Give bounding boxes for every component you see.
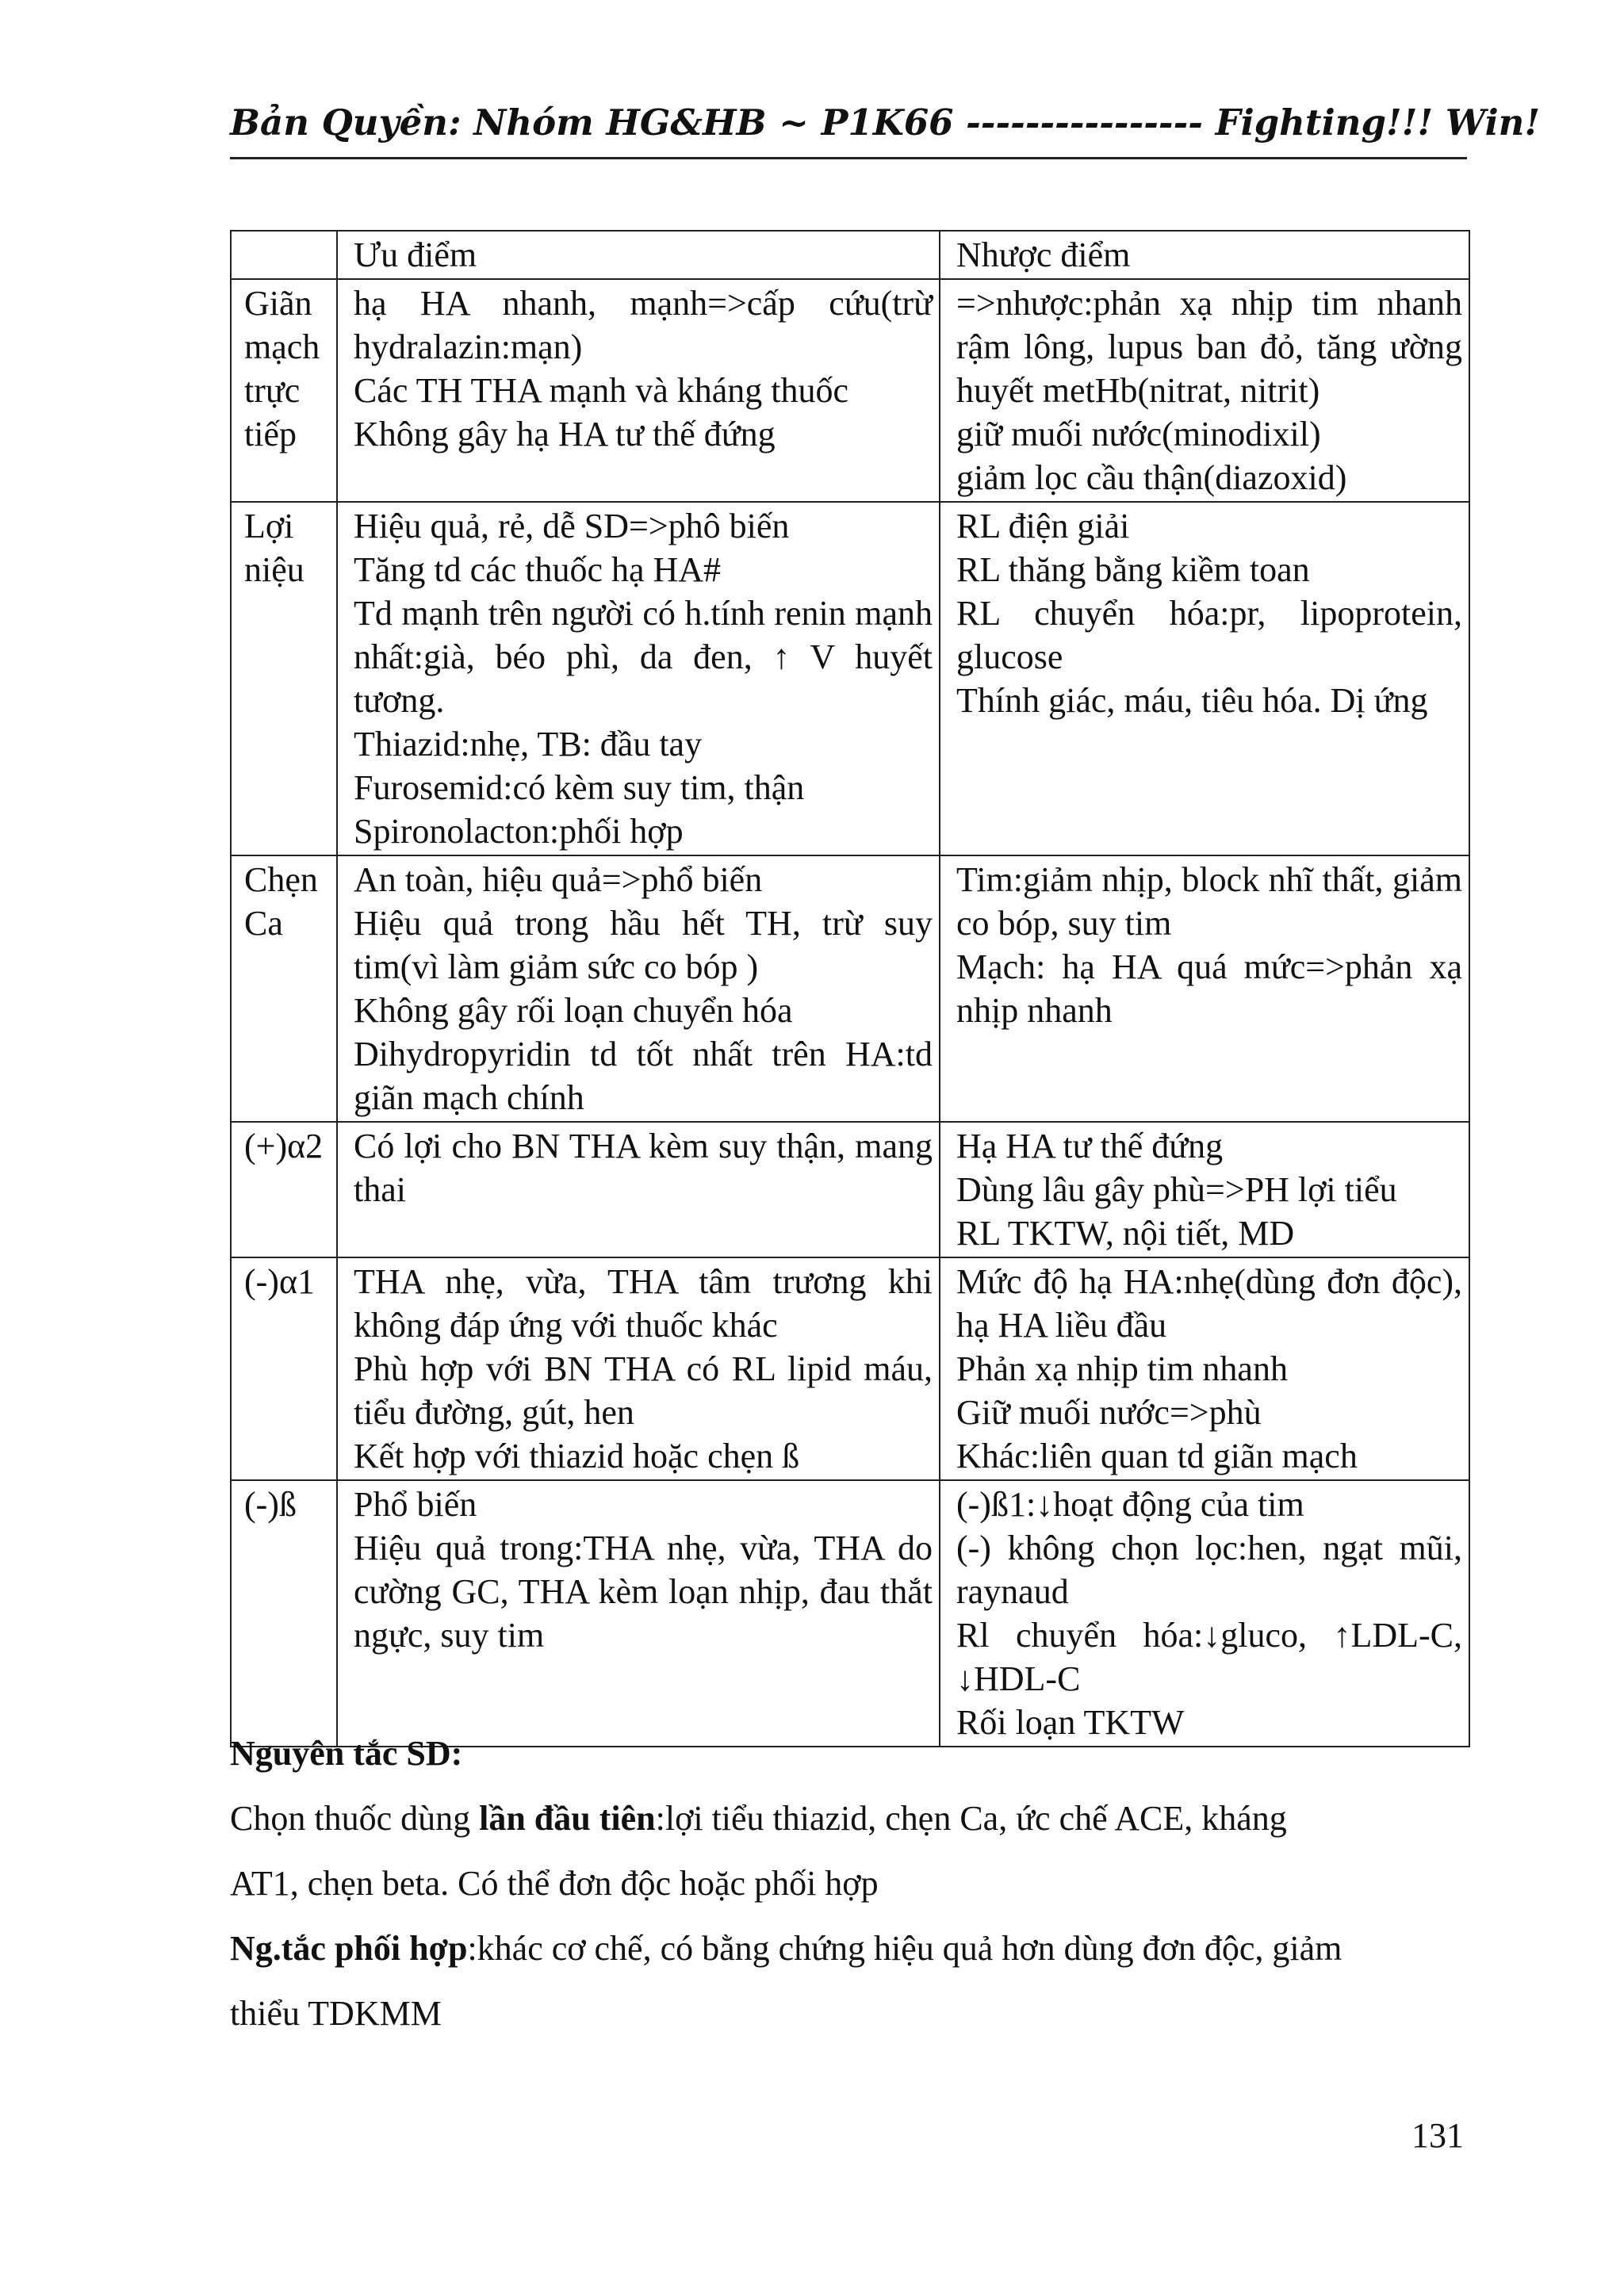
page-number: 131: [1411, 2116, 1464, 2155]
cell-line: Mạch: hạ HA quá mức=>phản xạ nhịp nhanh: [956, 947, 1462, 1030]
row-pros-cell: [337, 1122, 940, 1257]
row-pros-cell: [337, 279, 940, 502]
row-cons-cell: [940, 855, 1469, 1122]
cell-line: (+)α2: [244, 1127, 324, 1165]
table-row: [231, 279, 1469, 502]
row-group-cell: [231, 855, 337, 1122]
cell-line: trực: [244, 371, 301, 410]
cell-line: =>nhược:phản xạ nhịp tim nhanh rậm lông, lupus ban đỏ, tăng ường huyết metHb(nitrat, nitrit): [956, 284, 1462, 410]
emphasis-combination-principle: Ng.tắc phối hợp: [230, 1929, 468, 1968]
cell-line: Thiazid:nhẹ, TB: đầu tay: [354, 725, 703, 763]
cell-line: niệu: [244, 550, 304, 589]
cell-line: Thính giác, máu, tiêu hóa. Dị ứng: [956, 681, 1428, 720]
cell-line: Mức độ hạ HA:nhẹ(dùng đơn độc), hạ HA liều đầu: [956, 1262, 1462, 1345]
header-rule: [230, 157, 1467, 159]
section-heading: Nguyên tắc SD:: [230, 1734, 463, 1773]
cell-line: Phản xạ nhịp tim nhanh: [956, 1349, 1288, 1388]
cell-line: Td mạnh trên người có h.tính renin mạnh nhất:già, béo phì, da đen, ↑ V huyết tương.: [354, 594, 933, 720]
row-pros-cell: [337, 1257, 940, 1480]
table-header-row: [231, 231, 1469, 279]
cell-line: Hạ HA tư thế đứng: [956, 1127, 1224, 1165]
cell-line: Dùng lâu gây phù=>PH lợi tiểu: [956, 1170, 1397, 1209]
cell-line: Phù hợp với BN THA có RL lipid máu, tiểu đường, gút, hen: [354, 1349, 933, 1432]
cell-line: Có lợi cho BN THA kèm suy thận, mang thai: [354, 1127, 933, 1209]
cell-line: Hiệu quả, rẻ, dễ SD=>phô biến: [354, 507, 790, 545]
cell-line: tiếp: [244, 415, 297, 453]
paragraph-1-line-1: Chọn thuốc dùng lần đầu tiên:lợi tiểu thiazid, chẹn Ca, ức chế ACE, kháng: [230, 1799, 1287, 1838]
cell-line: Kết hợp với thiazid hoặc chẹn ß: [354, 1437, 800, 1475]
cell-line: Chẹn: [244, 860, 318, 899]
cell-line: Tim:giảm nhịp, block nhĩ thất, giảm co bóp, suy tim: [956, 860, 1462, 943]
cell-line: (-)α1: [244, 1262, 316, 1301]
paragraph-2-line-2: thiểu TDKMM: [230, 1994, 442, 2033]
cell-line: RL chuyển hóa:pr, lipoprotein, glucose: [956, 594, 1462, 676]
row-group-cell: [231, 1257, 337, 1480]
paragraph-1-line-2: AT1, chẹn beta. Có thể đơn độc hoặc phối hợp: [230, 1864, 879, 1903]
cell-line: Tăng td các thuốc hạ HA#: [354, 550, 722, 589]
header-cell-group: [231, 231, 337, 279]
cell-line: Các TH THA mạnh và kháng thuốc: [354, 371, 849, 410]
row-pros-cell: [337, 502, 940, 855]
cell-line: Ca: [244, 904, 283, 943]
paragraph-2-line-1: Ng.tắc phối hợp:khác cơ chế, có bằng chứng hiệu quả hơn dùng đơn độc, giảm: [230, 1929, 1342, 1968]
cell-line: (-)ß1:↓hoạt động của tim: [956, 1485, 1304, 1524]
row-cons-cell: [940, 279, 1469, 502]
header-cell-cons: Nhược điểm: [940, 231, 1469, 279]
cell-line: Rl chuyển hóa:↓gluco, ↑LDL-C, ↓HDL-C: [956, 1616, 1462, 1698]
row-group-cell: [231, 1122, 337, 1257]
table-row: [231, 1480, 1469, 1747]
row-pros-cell: [337, 1480, 940, 1747]
cell-line: RL TKTW, nội tiết, MD: [956, 1214, 1295, 1253]
cell-line: Giãn: [244, 284, 312, 323]
cell-line: RL điện giải: [956, 507, 1130, 545]
table-row: [231, 502, 1469, 855]
cell-line: Phổ biến: [354, 1485, 477, 1524]
row-cons-cell: [940, 1257, 1469, 1480]
cell-line: Không gây hạ HA tư thế đứng: [354, 415, 776, 453]
cell-line: THA nhẹ, vừa, THA tâm trương khi không đáp ứng với thuốc khác: [354, 1262, 933, 1345]
cell-line: (-)ß: [244, 1485, 297, 1524]
cell-line: mạch: [244, 327, 320, 366]
cell-line: Hiệu quả trong hầu hết TH, trừ suy tim(vì làm giảm sức co bóp ): [354, 904, 933, 986]
table-row: [231, 855, 1469, 1122]
cell-line: Khác:liên quan td giãn mạch: [956, 1437, 1358, 1475]
cell-line: giữ muối nước(minodixil): [956, 415, 1321, 453]
cell-line: Giữ muối nước=>phù: [956, 1393, 1262, 1432]
cell-line: Lợi: [244, 507, 294, 545]
row-group-cell: [231, 279, 337, 502]
table-row: [231, 1257, 1469, 1480]
row-group-cell: [231, 1480, 337, 1747]
table-row: [231, 1122, 1469, 1257]
header-cell-pros: Ưu điểm: [337, 231, 940, 279]
cell-line: Spironolacton:phối hợp: [354, 812, 684, 851]
emphasis-first-time: lần đầu tiên: [479, 1799, 656, 1838]
cell-line: Không gây rối loạn chuyển hóa: [354, 991, 793, 1030]
cell-line: Furosemid:có kèm suy tim, thận: [354, 768, 805, 807]
cell-line: RL thăng bằng kiềm toan: [956, 550, 1310, 589]
row-group-cell: [231, 502, 337, 855]
cell-line: Hiệu quả trong:THA nhẹ, vừa, THA do cường GC, THA kèm loạn nhịp, đau thắt ngực, suy tim: [354, 1529, 933, 1655]
cell-line: (-) không chọn lọc:hen, ngạt mũi, raynaud: [956, 1529, 1462, 1611]
page-header: Bản Quyền: Nhóm HG&HB ~ P1K66 ---------------- Fighting!!! Win!: [230, 101, 1541, 144]
cell-line: giảm lọc cầu thận(diazoxid): [956, 458, 1347, 497]
row-pros-cell: [337, 855, 940, 1122]
cell-line: Dihydropyridin td tốt nhất trên HA:td giãn mạch chính: [354, 1035, 933, 1117]
row-cons-cell: [940, 1480, 1469, 1747]
comparison-table: [230, 230, 1470, 1747]
row-cons-cell: [940, 1122, 1469, 1257]
cell-line: hạ HA nhanh, mạnh=>cấp cứu(trừ hydralazin:mạn): [354, 284, 933, 366]
row-cons-cell: [940, 502, 1469, 855]
cell-line: An toàn, hiệu quả=>phổ biến: [354, 860, 763, 899]
cell-line: Rối loạn TKTW: [956, 1703, 1185, 1742]
